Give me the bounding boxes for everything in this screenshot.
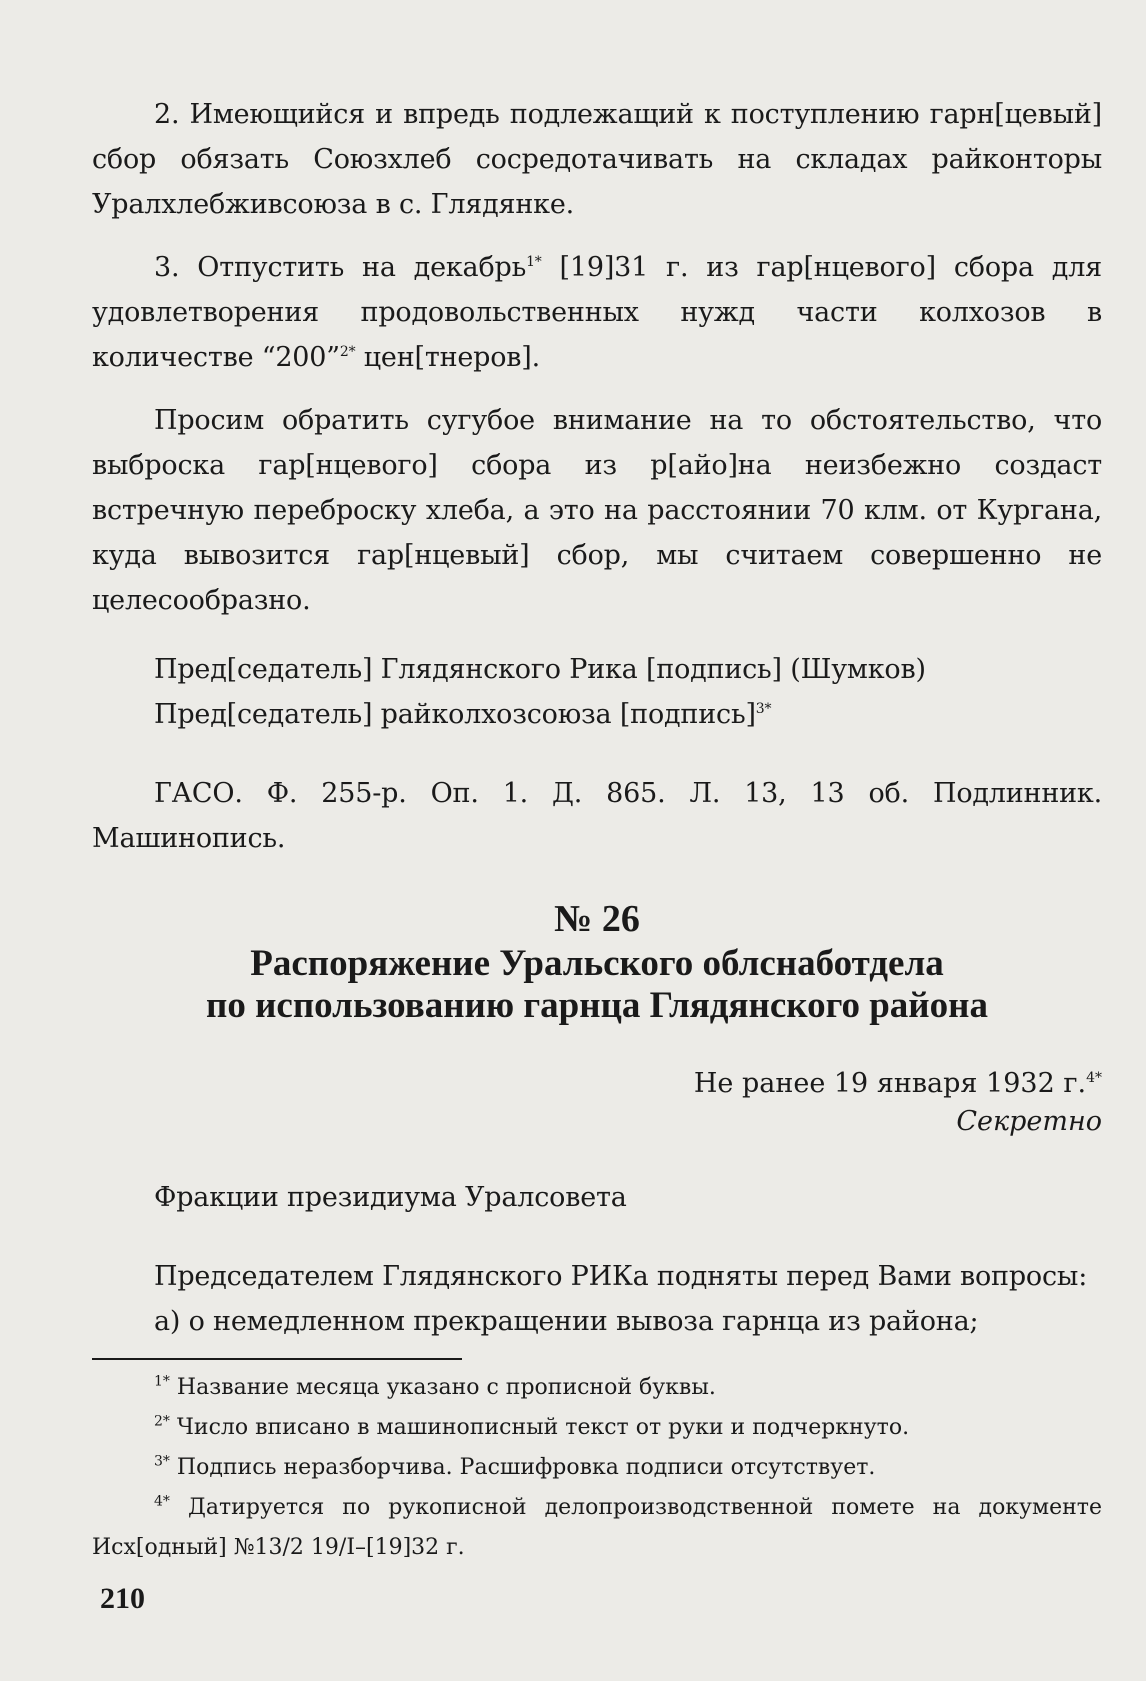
paragraph-text: [19]31 г. из гар[нцевого] сбора для удовлетворения продовольственных нужд части колхозов в количестве “200” <box>92 252 1102 373</box>
signature-chairman-rik: Пред[седатель] Глядянского Рика [подпись] (Шумков) <box>154 654 926 685</box>
footnote-mark: 4* <box>1086 1070 1102 1086</box>
footnote-mark: 3* <box>755 701 772 717</box>
footnote-text: Подпись неразборчива. Расшифровка подписи отсутствует. <box>169 1455 876 1480</box>
paragraph-item-2: 2. Имеющийся и впредь подлежащий к поступлению гарн[цевый] сбор обязать Союзхлеб сосредотачивать на складах райконторы Уралхлебживсоюза в с. Глядянке. <box>92 99 1102 220</box>
footnote-mark: 3* <box>154 1453 170 1470</box>
signature-chairman-kolkhozsoyuz <box>92 692 1102 737</box>
document-title-line: по использованию гарнца Глядянского района <box>206 985 988 1026</box>
archive-source: ГАСО. Ф. 255-р. Оп. 1. Д. 865. Л. 13, 13 об. Подлинник. Машинопись. <box>92 778 1102 854</box>
page-number: 210 <box>100 1582 145 1615</box>
footnotes <box>92 1368 1102 1568</box>
document-number: № 26 <box>554 898 640 940</box>
list-item-a: а) о немедленном прекращении вывоза гарнца из района; <box>154 1306 979 1337</box>
document-page <box>92 92 1102 1652</box>
document-date <box>92 1065 1102 1103</box>
footnote-text: Число вписано в машинописный текст от руки и подчеркнуто. <box>169 1415 910 1440</box>
document-title-line: Распоряжение Уральского облснаботдела <box>250 943 944 984</box>
footnote-divider <box>92 1358 462 1360</box>
footnote-item <box>92 1448 1102 1488</box>
footnote-item <box>92 1408 1102 1448</box>
footnote-item <box>92 1488 1102 1568</box>
paragraph-text: 3. Отпустить на декабрь <box>154 252 527 283</box>
paragraph-item-3 <box>92 245 1102 380</box>
footnote-mark: 2* <box>339 344 356 360</box>
secrecy-label: Секретно <box>956 1106 1102 1137</box>
footnote-mark: 1* <box>526 254 542 270</box>
signature-text: Пред[седатель] райколхозсоюза [подпись] <box>154 699 756 730</box>
document-title <box>92 943 1102 1027</box>
footnote-mark: 4* <box>154 1493 170 1510</box>
footnote-mark: 1* <box>154 1373 170 1390</box>
footnote-text: Датируется по рукописной делопроизводственной помете на документе Исх[одный] №13/2 19/I–[19]32 г. <box>92 1495 1102 1560</box>
footnote-item <box>92 1368 1102 1408</box>
footnote-mark: 2* <box>154 1413 170 1430</box>
paragraph-intro: Председателем Глядянского РИКа подняты перед Вами вопросы: <box>154 1261 1088 1292</box>
date-text: Не ранее 19 января 1932 г. <box>693 1068 1087 1099</box>
addressee: Фракции президиума Уралсовета <box>154 1182 627 1213</box>
footnote-text: Название месяца указано с прописной буквы. <box>169 1375 716 1400</box>
paragraph-request: Просим обратить сугубое внимание на то обстоятельство, что выброска гар[нцевого] сбора из р[айо]на неизбежно создаст встречную переброску хлеба, а это на расстоянии 70 клм. от Кургана, куда вывозится гар[нцевый] сбор, мы считаем совершенно не целесообразно. <box>92 405 1102 616</box>
paragraph-text: цен[тнеров]. <box>355 342 541 373</box>
